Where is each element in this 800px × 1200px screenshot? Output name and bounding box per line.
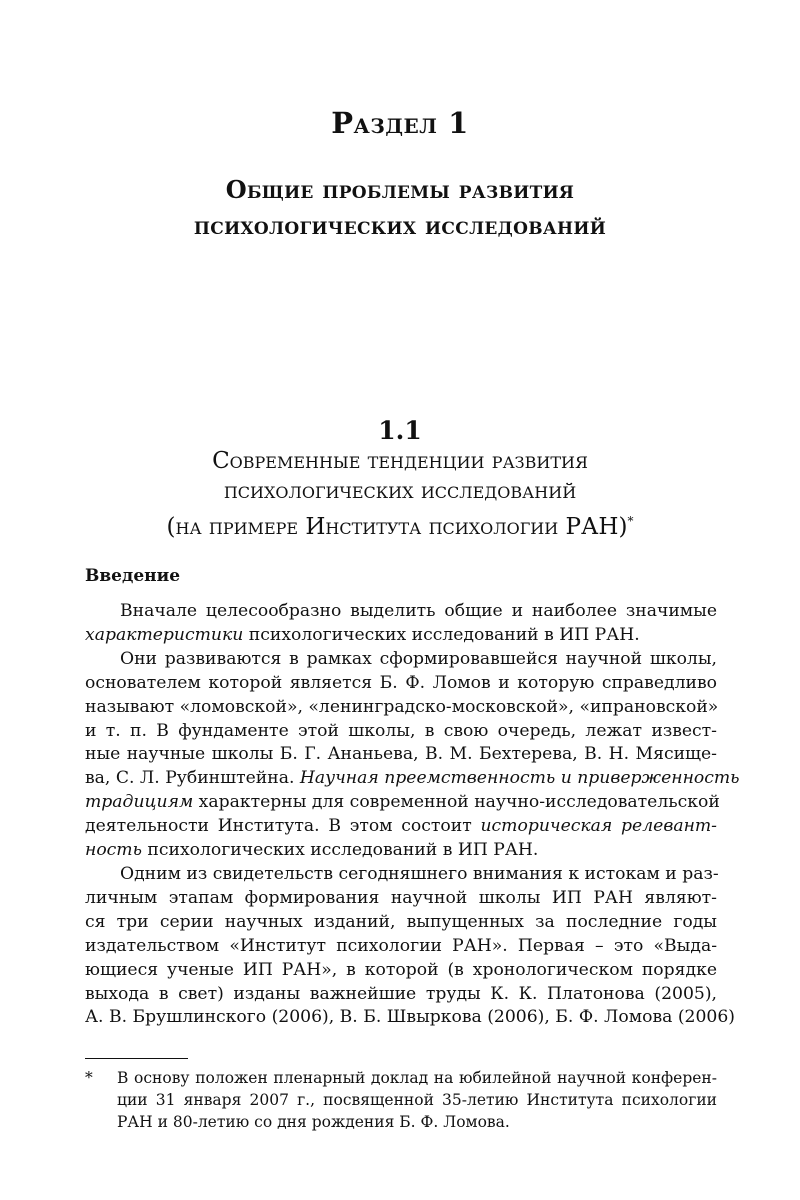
italic-text: характеристики [85,624,244,645]
paragraph-line: выхода в свет) изданы важнейшие труды К. К. Платонова (2005), [85,983,717,1004]
text-run: ва, С. Л. Рубинштейна. [85,768,300,789]
chapter-title-line: психологических исследований [223,478,577,504]
paragraph-line [85,791,720,815]
paragraph-line [85,624,717,648]
paragraph-line: ные научные школы Б. Г. Ананьева, В. М. Бехтерева, В. Н. Мясище- [85,744,717,765]
body-text [85,600,740,1030]
paragraph-line: А. В. Брушлинского (2006), В. Б. Швыркова (2006), Б. Ф. Ломова (2006) [85,1007,736,1028]
section-title-line: психологических исследований [193,211,607,240]
text-run: характерны для современной научно-исследовательской [193,792,720,813]
footnote-divider [85,1058,188,1059]
text-run: деятельности Института. В этом состоит [85,816,481,837]
paragraph-line: издательством «Институт психологии РАН». Первая – это «Выда- [85,935,717,956]
chapter-title [0,446,800,542]
footnote-reference[interactable]: * [627,514,634,528]
paragraph-line [85,839,717,863]
paragraph-line: основателем которой является Б. Ф. Ломов и которую справедливо [85,672,717,693]
chapter-title-line: Современные тенденции развития [212,448,588,474]
footnote-marker: * [85,1069,93,1087]
section-title [0,172,800,244]
paragraph-line: личным этапам формирования научной школы ИП РАН являют- [85,887,717,908]
text-run: психологических исследований в ИП РАН. [243,624,640,645]
text-run: психологических исследований в ИП РАН. [141,840,539,861]
paragraph-line: Они развиваются в рамках сформировавшейся научной школы, [120,648,717,669]
chapter-title-text: (на примере Института психологии РАН) [166,514,628,540]
paragraph-line: Вначале целесообразно выделить общие и наиболее значимые [120,601,717,621]
paragraph-line: и т. п. В фундаменте этой школы, в свою очередь, лежат извест- [85,720,717,741]
footnote-line: ции 31 января 2007 г., посвященной 35-летию Института психологии [117,1091,717,1109]
paragraph-line: ся три серии научных изданий, выпущенных за последние годы [85,911,717,932]
subheading-introduction: Введение [85,566,181,586]
chapter-number: 1.1 [378,416,422,445]
section-title-line: Общие проблемы развития [225,175,575,204]
paragraph-line [85,815,717,839]
chapter-title-line-last [0,506,800,542]
italic-text: историческая релевант- [480,816,717,837]
footnote-line: РАН и 80-летию со дня рождения Б. Ф. Ломова. [117,1113,510,1131]
italic-text: Научная преемственность и приверженность [299,768,740,789]
footnote-text [117,1067,717,1133]
paragraph-line: Одним из свидетельств сегодняшнего внимания к истокам и раз- [120,863,719,884]
paragraph-line: ющиеся ученые ИП РАН», в которой (в хронологическом порядке [85,959,717,980]
paragraph-line [85,767,740,791]
footnote-line: В основу положен пленарный доклад на юбилейной научной конферен- [117,1069,717,1087]
italic-text: традициям [85,792,194,813]
section-label: Раздел 1 [331,106,469,140]
italic-text: ность [85,840,142,861]
paragraph-line: называют «ломовской», «ленинградско-московской», «ипрановской» [85,696,719,717]
